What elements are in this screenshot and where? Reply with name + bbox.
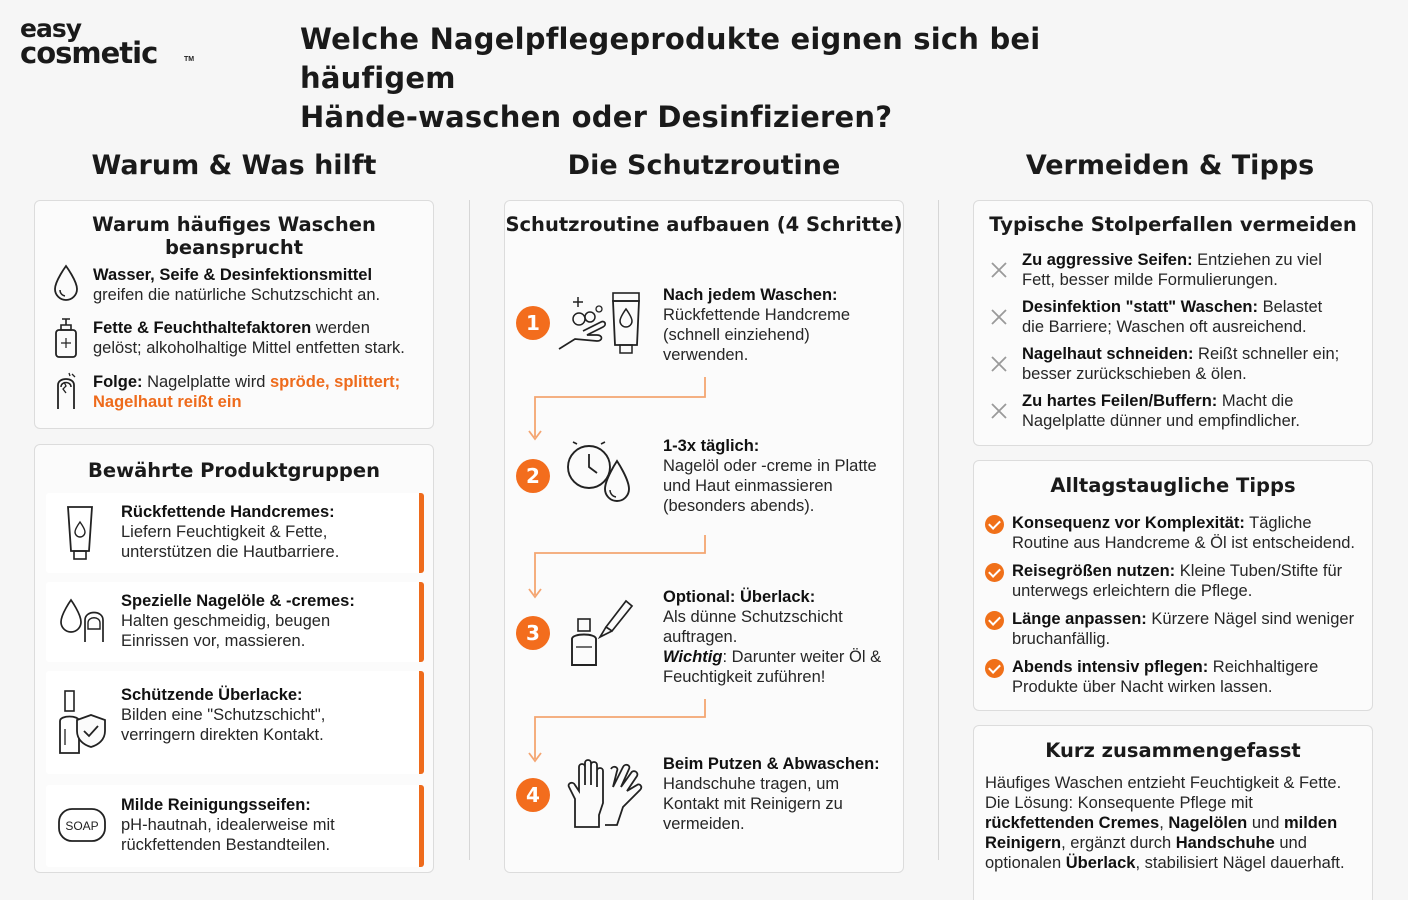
why-card-title: Warum häufiges Waschen beansprucht [92,213,376,259]
step-number-1: 1 [516,306,550,340]
summary-line-1: Häufiges Waschen entzieht Feuchtigkeit & Fette. [985,774,1342,792]
product-group-item [46,671,424,774]
product-group-item [46,582,424,662]
pitfall-line-2: Nagelplatte dünner und empfindlicher. [1022,412,1300,430]
pitfall-line-2: Fett, besser milde Formulierungen. [1022,271,1278,289]
tip-line-2: bruchanfällig. [1012,630,1111,648]
why-item-3 [93,372,428,412]
summary-span: , ergänzt durch [1061,834,1176,852]
hand-cream-tube-icon [64,504,96,562]
step-connector [523,375,713,445]
step-number-3: 3 [516,616,550,650]
step-line: vermeiden. [663,815,745,833]
summary-bold: Überlack [1065,854,1136,872]
step-text-1 [663,285,898,365]
pitfall-inline: Entziehen zu viel [1192,251,1322,269]
summary-span: und [1274,834,1307,852]
pitfalls-card-title: Typische Stolperfallen vermeiden [989,213,1357,236]
pump-bottle-icon [53,317,79,359]
step-line: auftragen. [663,628,738,646]
product-group-line-1: Liefern Feuchtigkeit & Fette, [121,523,328,541]
pitfall-title: Zu aggressive Seifen: [1022,251,1193,269]
tips-card [973,460,1373,711]
product-group-name: Spezielle Nagelöle & -cremes: [121,592,355,610]
summary-card-title: Kurz zusammengefasst [1045,739,1301,762]
step-text-4 [663,754,903,834]
why-item-1 [93,265,423,305]
why-item-3-highlight-1: spröde, splittert; [269,373,401,391]
product-group-item [46,785,424,867]
summary-text [985,773,1370,873]
step-line: Nagelöl oder -creme in Platte [663,457,877,475]
why-item-2 [93,318,428,358]
tip-inline: Tägliche [1244,514,1312,532]
product-group-text [121,591,411,651]
product-group-name: Schützende Überlacke: [121,686,303,704]
summary-card [973,725,1373,900]
step-title-4: Beim Putzen & Abwaschen: [663,755,880,773]
brand-logo [20,14,195,70]
why-item-1-text: greifen die natürliche Schutzschicht an. [93,286,381,304]
tip-line-2: Routine aus Handcreme & Öl ist entscheidend. [1012,534,1356,552]
step-line: (schnell einziehend) [663,326,810,344]
column-divider [938,200,939,860]
tip-title: Abends intensiv pflegen: [1012,658,1209,676]
product-group-line-1: Bilden eine "Schutzschicht", [121,706,326,724]
products-card-title: Bewährte Produktgruppen [87,459,380,482]
page-title-line-2: Hände-waschen oder Desinfizieren? [300,100,893,134]
summary-bold: rückfettenden Cremes [985,814,1160,832]
nail-polish-brush-icon [568,597,638,669]
water-drop-icon [52,264,80,302]
cross-icon [989,354,1009,374]
step-line: und Haut einmassieren [663,477,833,495]
pitfall-item [1022,297,1367,337]
tip-title: Reisegrößen nutzen: [1012,562,1176,580]
product-group-name: Milde Reinigungsseifen: [121,796,311,814]
product-group-line-2: rückfettenden Bestandteilen. [121,836,331,854]
logo-line-1: easy [20,14,82,43]
product-group-name: Rückfettende Handcremes: [121,503,335,521]
why-item-3-bold: Folge: [93,373,143,391]
step-text-3 [663,587,903,687]
tip-item [1012,609,1367,649]
page-title [300,20,1200,137]
product-group-text [121,685,411,745]
step-title-1: Nach jedem Waschen: [663,286,838,304]
tip-item [1012,513,1367,553]
pitfall-title: Desinfektion "statt" Waschen: [1022,298,1258,316]
step-title-2: 1-3x täglich: [663,437,760,455]
soap-bar-icon [57,805,107,845]
product-group-line-1: pH-hautnah, idealerweise mit [121,816,335,834]
column-divider [469,200,470,860]
step-title-3: Optional: Überlack: [663,588,816,606]
tip-inline: Kleine Tuben/Stifte für [1175,562,1343,580]
hand-cream-foam-icon [557,289,647,359]
step-number-4: 4 [516,778,550,812]
logo-trademark: TM [184,56,195,63]
summary-span: , stabilisiert Nägel dauerhaft. [1135,854,1345,872]
step-number-2: 2 [516,459,550,493]
pitfall-title: Zu hartes Feilen/Buffern: [1022,392,1218,410]
summary-span: , [1159,814,1169,832]
why-item-2-text: gelöst; alkoholhaltige Mittel entfetten stark. [93,339,405,357]
cross-icon [989,307,1009,327]
step-line: Handschuhe tragen, um [663,775,840,793]
column-title-left: Warum & Was hilft [91,150,377,181]
pitfall-item [1022,344,1367,384]
step-note-label: Wichtig [663,648,723,666]
product-group-line-2: verringern direkten Kontakt. [121,726,324,744]
column-title-middle: Die Schutzroutine [567,150,841,181]
cross-icon [989,401,1009,421]
products-card [34,444,434,873]
pitfall-inline: Belastet [1258,298,1323,316]
why-card [34,200,434,429]
column-title-right: Vermeiden & Tipps [1025,150,1315,181]
pitfall-inline: Reißt schneller ein; [1193,345,1340,363]
product-group-line-1: Halten geschmeidig, beugen [121,612,331,630]
check-icon [985,611,1004,630]
product-group-text [121,502,411,562]
check-icon [985,515,1004,534]
product-group-line-2: Einrissen vor, massieren. [121,632,306,650]
step-note-line-1: : Darunter weiter Öl & [722,648,882,666]
pitfall-line-2: besser zurückschieben & ölen. [1022,365,1247,383]
tip-inline: Kürzere Nägel sind weniger [1146,610,1355,628]
tip-title: Länge anpassen: [1012,610,1147,628]
product-group-item [46,493,424,573]
nail-polish-shield-icon [55,689,109,757]
why-item-2-bold: Fette & Feuchthaltefaktoren [93,319,312,337]
why-item-3-inline: Nagelplatte wird [142,373,270,391]
product-group-text [121,795,411,855]
cross-icon [989,260,1009,280]
pitfalls-card [973,200,1373,446]
step-text-2 [663,436,903,516]
tip-line-2: unterwegs erleichtern die Pflege. [1012,582,1253,600]
pitfall-inline: Macht die [1217,392,1294,410]
pitfall-line-2: die Barriere; Waschen oft ausreichend. [1022,318,1307,336]
summary-bold: milden [1283,814,1338,832]
tip-item [1012,657,1367,697]
step-note-line-2: Feuchtigkeit zuführen! [663,668,826,686]
routine-card [504,200,904,873]
summary-bold: Nagelölen [1168,814,1248,832]
why-item-1-bold: Wasser, Seife & Desinfektionsmittel [93,266,373,284]
clock-drop-icon [563,439,639,511]
check-icon [985,659,1004,678]
step-line: Rückfettende Handcreme [663,306,851,324]
product-group-line-2: unterstützen die Hautbarriere. [121,543,340,561]
check-icon [985,563,1004,582]
tip-title: Konsequenz vor Komplexität: [1012,514,1245,532]
tip-inline: Reichhaltigere [1208,658,1319,676]
tip-item [1012,561,1367,601]
summary-line-2: Die Lösung: Konsequente Pflege mit [985,794,1253,812]
pitfall-title: Nagelhaut schneiden: [1022,345,1194,363]
page-title-line-1: Welche Nagelpflegeprodukte eignen sich bei häufigem [300,22,1041,95]
nail-oil-drop-icon [57,596,107,646]
step-line: verwenden. [663,346,749,364]
summary-bold: Reinigern [985,834,1062,852]
why-item-2-inline: werden [311,319,370,337]
gloves-icon [565,759,645,831]
routine-card-title: Schutzroutine aufbauen (4 Schritte) [505,213,903,236]
step-line: (besonders abends). [663,497,815,515]
logo-line-2: cosmetic [20,36,158,70]
summary-span: und [1247,814,1284,832]
summary-bold: Handschuhe [1175,834,1275,852]
damaged-nail-icon [52,371,80,411]
tip-line-2: Produkte über Nacht wirken lassen. [1012,678,1273,696]
why-item-3-highlight-2: Nagelhaut reißt ein [93,393,242,411]
step-line: Kontakt mit Reinigern zu [663,795,843,813]
summary-span: optionalen [985,854,1066,872]
step-line: Als dünne Schutzschicht [663,608,843,626]
pitfall-item [1022,250,1367,290]
soap-bar-label: SOAP [65,819,99,833]
tips-card-title: Alltagstaugliche Tipps [1050,474,1296,497]
pitfall-item [1022,391,1367,431]
